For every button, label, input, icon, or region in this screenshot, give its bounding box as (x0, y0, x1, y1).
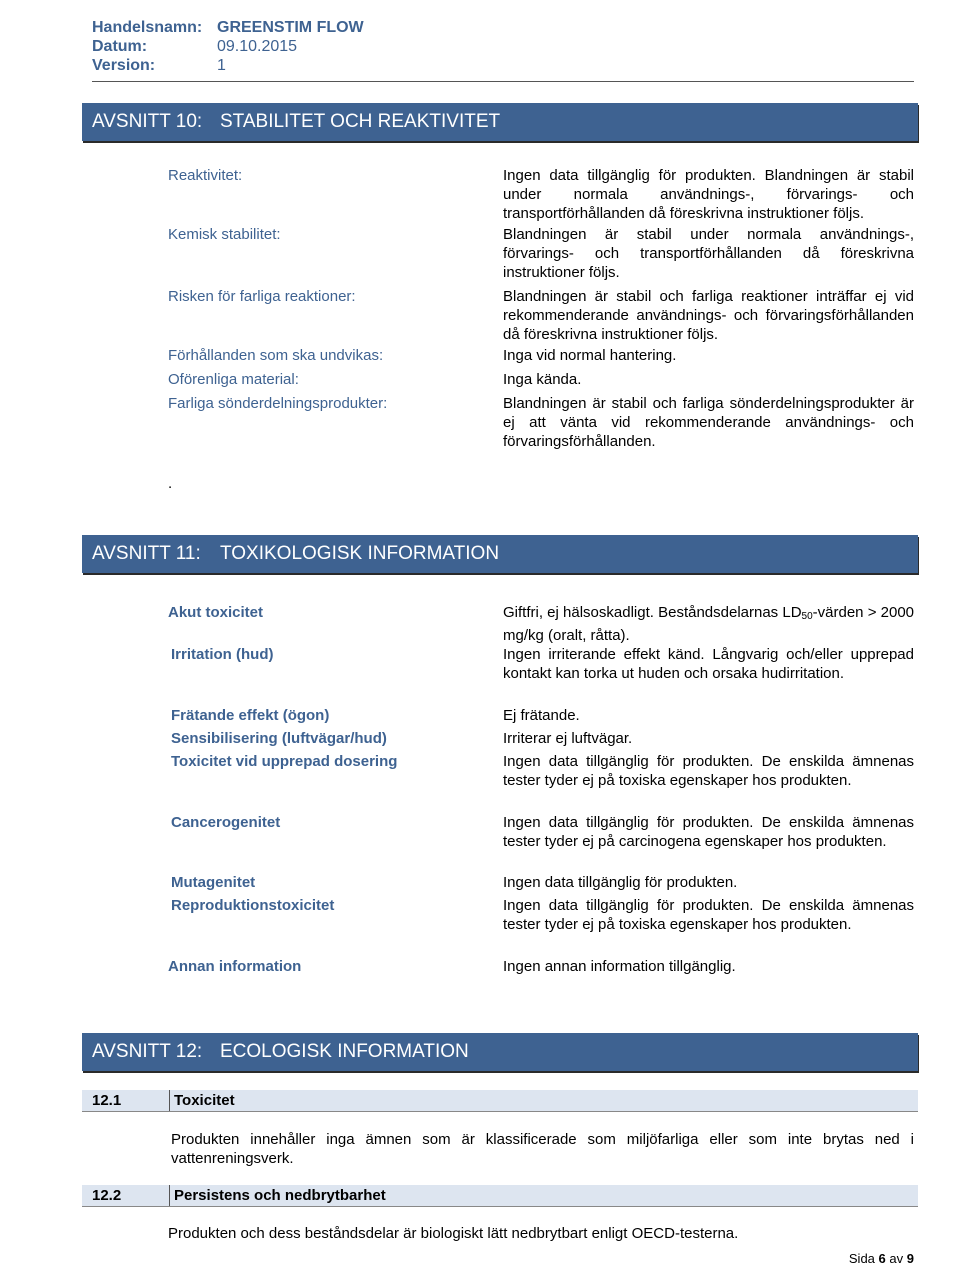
section-title: STABILITET OCH REAKTIVITET (220, 111, 501, 132)
subsection-12-1-heading (82, 1090, 918, 1112)
decomposition-products-text: Blandningen är stabil och farliga sönderdelningsprodukter är ej att vänta vid rekommenderande användnings- och förvaringsförhållanden. (503, 395, 914, 450)
section-title: TOXIKOLOGISK INFORMATION (220, 543, 500, 564)
header-divider (92, 81, 914, 82)
other-information-label: Annan information (168, 958, 302, 975)
acute-toxicity-text-b: -värden > 2000 mg/kg (oralt, råtta). (503, 604, 915, 644)
page-number (849, 1251, 914, 1266)
page-prefix: Sida (848, 1251, 875, 1266)
trade-name-label: Handelsnamn: (92, 19, 203, 36)
page-separator: av (889, 1251, 904, 1266)
repeated-dose-label: Toxicitet vid upprepad dosering (171, 753, 398, 770)
page-current: 6 (878, 1251, 886, 1266)
incompatible-materials-label: Oförenliga material: (168, 371, 299, 388)
chemical-stability-text: Blandningen är stabil under normala användnings-, förvarings- och transportförhållanden då föreskrivna instruktioner följs. (503, 226, 914, 281)
reactivity-label: Reaktivitet: (168, 167, 243, 184)
date-label: Datum: (92, 38, 148, 55)
hazardous-reactions-text: Blandningen är stabil och farliga reaktioner inträffar ej vid rekommenderande användnings- och förvaringsförhållanden då föreskrivna instruktioner följs. (503, 288, 914, 343)
ld50-subscript: 50 (801, 611, 813, 622)
conditions-to-avoid-label: Förhållanden som ska undvikas: (168, 347, 384, 364)
acute-toxicity-text-a: Giftfri, ej hälsoskadligt. Beståndsdelarnas LD (503, 604, 802, 621)
section-number: AVSNITT 10: (92, 111, 203, 132)
section-number: AVSNITT 12: (92, 1041, 203, 1062)
skin-irritation-text: Ingen irriterande effekt känd. Långvarig och/eller upprepad kontakt kan torka ut huden och orsaka hudirritation. (503, 646, 914, 682)
section-number: AVSNITT 11: (92, 543, 201, 564)
eye-damage-label: Frätande effekt (ögon) (171, 707, 330, 724)
mutagenicity-text: Ingen data tillgänglig för produkten. (503, 874, 738, 891)
chemical-stability-label: Kemisk stabilitet: (168, 226, 281, 243)
carcinogenicity-label: Cancerogenitet (171, 814, 281, 831)
subsection-number: 12.1 (82, 1090, 170, 1111)
conditions-to-avoid-text: Inga vid normal hantering. (503, 347, 677, 364)
stray-dot: . (168, 475, 173, 492)
reproductive-toxicity-text: Ingen data tillgänglig för produkten. De enskilda ämnenas tester tyder ej på toxiska egenskaper hos produkten. (503, 897, 914, 933)
eye-damage-text: Ej frätande. (503, 707, 580, 724)
section-12-heading (82, 1033, 918, 1071)
sensitisation-text: Irriterar ej luftvägar. (503, 730, 633, 747)
mutagenicity-label: Mutagenitet (171, 874, 256, 891)
subsection-title: Persistens och nedbrytbarhet (174, 1187, 386, 1204)
document-header (92, 18, 364, 75)
other-information-text: Ingen annan information tillgänglig. (503, 958, 736, 975)
subsection-number: 12.2 (82, 1185, 170, 1206)
sensitisation-label: Sensibilisering (luftvägar/hud) (171, 730, 387, 747)
carcinogenicity-text: Ingen data tillgänglig för produkten. De enskilda ämnenas tester tyder ej på carcinogena egenskaper hos produkten. (503, 814, 914, 850)
toxicity-text: Produkten innehåller inga ämnen som är klassificerade som miljöfarliga eller som inte brytas ned i vattenreningsverk. (171, 1131, 914, 1167)
trade-name-value: GREENSTIM FLOW (217, 19, 364, 36)
hazardous-reactions-label: Risken för farliga reaktioner: (168, 288, 356, 305)
skin-irritation-label: Irritation (hud) (171, 646, 274, 663)
section-title: ECOLOGISK INFORMATION (220, 1041, 469, 1062)
acute-toxicity-label: Akut toxicitet (168, 604, 264, 621)
version-label: Version: (92, 57, 156, 74)
repeated-dose-text: Ingen data tillgänglig för produkten. De enskilda ämnenas tester tyder ej på toxiska egenskaper hos produkten. (503, 753, 914, 789)
subsection-12-2-heading (82, 1185, 918, 1207)
incompatible-materials-text: Inga kända. (503, 371, 582, 388)
acute-toxicity-text (503, 603, 914, 645)
page-total: 9 (906, 1251, 914, 1266)
version-value: 1 (217, 57, 226, 74)
section-11-heading (82, 535, 918, 573)
reactivity-text: Ingen data tillgänglig för produkten. Blandningen är stabil under normala användnings-, förvarings- och transportförhållanden då föreskrivna instruktioner följs. (503, 167, 914, 222)
decomposition-products-label: Farliga sönderdelningsprodukter: (168, 395, 388, 412)
subsection-title: Toxicitet (174, 1092, 235, 1109)
persistence-text: Produkten och dess beståndsdelar är biologiskt lätt nedbrytbart enligt OECD-testerna. (168, 1225, 739, 1242)
reproductive-toxicity-label: Reproduktionstoxicitet (171, 897, 335, 914)
section-10-heading (82, 103, 918, 141)
date-value: 09.10.2015 (217, 38, 298, 55)
